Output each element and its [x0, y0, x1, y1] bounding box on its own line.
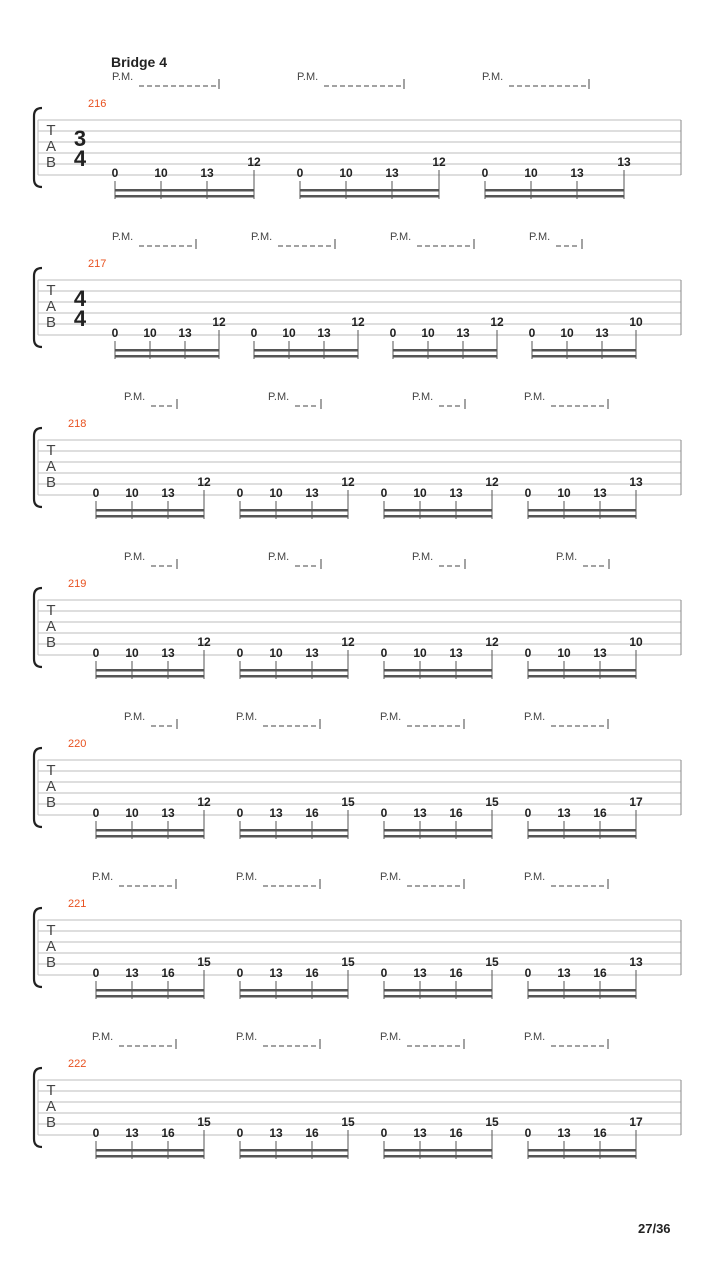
beam-primary [528, 1149, 636, 1152]
measure-number: 216 [88, 98, 107, 110]
fret-number: 13 [557, 966, 571, 980]
beam-primary [115, 189, 254, 192]
staff-system-220 [34, 711, 681, 839]
fret-number: 10 [282, 326, 296, 340]
palm-mute-label: P.M. [529, 231, 551, 243]
fret-number: 10 [269, 486, 283, 500]
beam-primary [384, 509, 492, 512]
fret-number: 0 [389, 326, 397, 340]
staff-system-219 [34, 551, 681, 679]
tab-clef-letter: A [45, 938, 57, 955]
fret-number: 13 [449, 646, 463, 660]
fret-number: 0 [92, 806, 100, 820]
fret-number: 13 [449, 486, 463, 500]
fret-number: 13 [200, 166, 214, 180]
fret-number: 0 [524, 966, 532, 980]
fret-number: 13 [269, 1126, 283, 1140]
fret-number: 0 [111, 166, 119, 180]
fret-number: 13 [557, 806, 571, 820]
beam-secondary [384, 515, 492, 518]
tab-clef-letter: A [45, 1098, 57, 1115]
palm-mute-label: P.M. [268, 551, 290, 563]
fret-number: 13 [178, 326, 192, 340]
fret-number: 13 [593, 486, 607, 500]
time-signature-bottom: 4 [73, 146, 87, 171]
beam-primary [240, 1149, 348, 1152]
fret-number: 16 [593, 806, 607, 820]
fret-number: 13 [125, 1126, 139, 1140]
beam-secondary [384, 835, 492, 838]
fret-number: 13 [629, 475, 643, 489]
fret-number: 10 [125, 646, 139, 660]
beam-primary [384, 669, 492, 672]
palm-mute-label: P.M. [524, 711, 546, 723]
fret-number: 16 [305, 1126, 319, 1140]
beam-primary [240, 989, 348, 992]
fret-number: 12 [197, 475, 211, 489]
measure-number: 221 [68, 898, 87, 910]
beam-primary [393, 349, 497, 352]
fret-number: 13 [161, 646, 175, 660]
fret-number: 13 [570, 166, 584, 180]
beam-primary [384, 989, 492, 992]
fret-number: 15 [341, 1115, 355, 1129]
time-signature-top: 3 [73, 126, 87, 151]
beam-secondary [384, 1155, 492, 1158]
palm-mute-label: P.M. [380, 711, 402, 723]
fret-number: 0 [380, 806, 388, 820]
fret-number: 13 [385, 166, 399, 180]
palm-mute-label: P.M. [380, 1031, 402, 1043]
palm-mute-label: P.M. [524, 871, 546, 883]
fret-number: 13 [269, 966, 283, 980]
time-signature-top: 4 [73, 286, 87, 311]
palm-mute-label: P.M. [412, 391, 434, 403]
tab-clef-letter: B [45, 1114, 57, 1131]
tab-clef-letter: T [46, 442, 56, 459]
fret-number: 15 [485, 955, 499, 969]
beam-secondary [528, 675, 636, 678]
fret-number: 12 [351, 315, 365, 329]
beam-secondary [532, 355, 636, 358]
fret-number: 0 [92, 486, 100, 500]
fret-number: 0 [296, 166, 304, 180]
palm-mute-label: P.M. [112, 231, 134, 243]
tab-clef-letter: B [45, 954, 57, 971]
fret-number: 16 [305, 806, 319, 820]
fret-number: 10 [143, 326, 157, 340]
tab-clef-letter: T [46, 762, 56, 779]
beam-secondary [96, 1155, 204, 1158]
fret-number: 15 [485, 795, 499, 809]
fret-number: 13 [317, 326, 331, 340]
page-number: 27/36 [638, 1221, 671, 1236]
palm-mute-label: P.M. [524, 391, 546, 403]
palm-mute-label: P.M. [390, 231, 412, 243]
staff-system-222 [34, 1031, 681, 1159]
fret-number: 10 [557, 646, 571, 660]
fret-number: 12 [485, 635, 499, 649]
fret-number: 13 [617, 155, 631, 169]
beam-primary [528, 669, 636, 672]
beam-primary [96, 509, 204, 512]
fret-number: 0 [380, 966, 388, 980]
fret-number: 16 [449, 806, 463, 820]
measure-number: 220 [68, 738, 87, 750]
tab-clef-letter: B [45, 474, 57, 491]
beam-secondary [384, 995, 492, 998]
tab-clef-letter: A [45, 778, 57, 795]
fret-number: 10 [269, 646, 283, 660]
fret-number: 12 [247, 155, 261, 169]
palm-mute-label: P.M. [268, 391, 290, 403]
fret-number: 0 [380, 646, 388, 660]
beam-secondary [115, 195, 254, 198]
fret-number: 10 [524, 166, 538, 180]
beam-secondary [254, 355, 358, 358]
fret-number: 0 [111, 326, 119, 340]
fret-number: 0 [236, 806, 244, 820]
beam-secondary [528, 1155, 636, 1158]
fret-number: 15 [197, 955, 211, 969]
fret-number: 12 [197, 635, 211, 649]
fret-number: 0 [250, 326, 258, 340]
fret-number: 15 [485, 1115, 499, 1129]
tab-clef-letter: A [45, 618, 57, 635]
beam-primary [240, 509, 348, 512]
fret-number: 13 [305, 646, 319, 660]
fret-number: 13 [305, 486, 319, 500]
fret-number: 0 [528, 326, 536, 340]
fret-number: 13 [557, 1126, 571, 1140]
fret-number: 10 [154, 166, 168, 180]
measure-number: 218 [68, 418, 87, 430]
tab-clef-letter: T [46, 1082, 56, 1099]
tab-clef-letter: A [45, 298, 57, 315]
fret-number: 15 [341, 795, 355, 809]
fret-number: 16 [161, 966, 175, 980]
beam-secondary [393, 355, 497, 358]
palm-mute-label: P.M. [556, 551, 578, 563]
fret-number: 15 [341, 955, 355, 969]
beam-secondary [96, 995, 204, 998]
beam-primary [96, 829, 204, 832]
fret-number: 12 [197, 795, 211, 809]
fret-number: 16 [449, 966, 463, 980]
palm-mute-label: P.M. [251, 231, 273, 243]
fret-number: 13 [413, 806, 427, 820]
fret-number: 12 [432, 155, 446, 169]
beam-secondary [528, 995, 636, 998]
fret-number: 12 [490, 315, 504, 329]
beam-primary [96, 669, 204, 672]
fret-number: 13 [125, 966, 139, 980]
fret-number: 12 [341, 635, 355, 649]
tab-clef-letter: A [45, 138, 57, 155]
section-title: Bridge 4 [111, 54, 168, 70]
beam-secondary [384, 675, 492, 678]
staff-system-221 [34, 871, 681, 999]
fret-number: 13 [413, 1126, 427, 1140]
fret-number: 16 [449, 1126, 463, 1140]
fret-number: 0 [92, 1126, 100, 1140]
beam-primary [254, 349, 358, 352]
beam-secondary [485, 195, 624, 198]
fret-number: 13 [629, 955, 643, 969]
beam-secondary [240, 675, 348, 678]
fret-number: 10 [421, 326, 435, 340]
fret-number: 12 [341, 475, 355, 489]
beam-primary [240, 669, 348, 672]
fret-number: 0 [92, 966, 100, 980]
palm-mute-label: P.M. [124, 711, 146, 723]
fret-number: 13 [269, 806, 283, 820]
fret-number: 12 [212, 315, 226, 329]
fret-number: 10 [413, 646, 427, 660]
fret-number: 10 [125, 806, 139, 820]
beam-primary [96, 1149, 204, 1152]
beam-primary [528, 989, 636, 992]
fret-number: 0 [524, 646, 532, 660]
fret-number: 16 [593, 1126, 607, 1140]
palm-mute-label: P.M. [236, 1031, 258, 1043]
fret-number: 0 [524, 1126, 532, 1140]
fret-number: 17 [629, 1115, 643, 1129]
fret-number: 0 [236, 646, 244, 660]
tab-clef-letter: T [46, 122, 56, 139]
fret-number: 10 [560, 326, 574, 340]
fret-number: 0 [481, 166, 489, 180]
fret-number: 0 [92, 646, 100, 660]
palm-mute-label: P.M. [236, 711, 258, 723]
fret-number: 16 [161, 1126, 175, 1140]
beam-primary [384, 1149, 492, 1152]
tab-clef-letter: B [45, 634, 57, 651]
beam-primary [240, 829, 348, 832]
palm-mute-label: P.M. [380, 871, 402, 883]
tab-clef-letter: A [45, 458, 57, 475]
palm-mute-label: P.M. [112, 71, 134, 83]
beam-primary [96, 989, 204, 992]
fret-number: 0 [380, 1126, 388, 1140]
tab-clef-letter: B [45, 794, 57, 811]
measure-number: 217 [88, 258, 107, 270]
fret-number: 10 [557, 486, 571, 500]
staff-system-218 [34, 391, 681, 519]
fret-number: 10 [629, 315, 643, 329]
beam-secondary [240, 1155, 348, 1158]
fret-number: 0 [524, 806, 532, 820]
tab-clef-letter: T [46, 922, 56, 939]
fret-number: 0 [236, 486, 244, 500]
beam-secondary [240, 835, 348, 838]
fret-number: 15 [197, 1115, 211, 1129]
palm-mute-label: P.M. [524, 1031, 546, 1043]
beam-secondary [115, 355, 219, 358]
palm-mute-label: P.M. [236, 871, 258, 883]
beam-primary [300, 189, 439, 192]
fret-number: 10 [413, 486, 427, 500]
beam-secondary [528, 515, 636, 518]
beam-secondary [96, 675, 204, 678]
fret-number: 10 [125, 486, 139, 500]
fret-number: 12 [485, 475, 499, 489]
fret-number: 17 [629, 795, 643, 809]
beam-primary [528, 509, 636, 512]
fret-number: 13 [593, 646, 607, 660]
beam-secondary [240, 995, 348, 998]
fret-number: 0 [524, 486, 532, 500]
fret-number: 16 [593, 966, 607, 980]
fret-number: 13 [595, 326, 609, 340]
beam-primary [485, 189, 624, 192]
palm-mute-label: P.M. [482, 71, 504, 83]
measure-number: 219 [68, 578, 87, 590]
fret-number: 10 [629, 635, 643, 649]
fret-number: 0 [236, 966, 244, 980]
beam-primary [532, 349, 636, 352]
fret-number: 13 [456, 326, 470, 340]
beam-secondary [300, 195, 439, 198]
fret-number: 13 [161, 486, 175, 500]
palm-mute-label: P.M. [297, 71, 319, 83]
beam-secondary [240, 515, 348, 518]
fret-number: 0 [380, 486, 388, 500]
fret-number: 13 [161, 806, 175, 820]
beam-primary [384, 829, 492, 832]
fret-number: 16 [305, 966, 319, 980]
staff-system-217 [34, 231, 681, 359]
palm-mute-label: P.M. [92, 1031, 114, 1043]
beam-primary [528, 829, 636, 832]
staff-system-216 [34, 71, 681, 199]
fret-number: 13 [413, 966, 427, 980]
fret-number: 0 [236, 1126, 244, 1140]
palm-mute-label: P.M. [124, 391, 146, 403]
palm-mute-label: P.M. [124, 551, 146, 563]
measure-number: 222 [68, 1058, 87, 1070]
palm-mute-label: P.M. [412, 551, 434, 563]
beam-secondary [528, 835, 636, 838]
tab-clef-letter: T [46, 602, 56, 619]
beam-primary [115, 349, 219, 352]
time-signature-bottom: 4 [73, 306, 87, 331]
beam-secondary [96, 515, 204, 518]
tab-clef-letter: B [45, 154, 57, 171]
beam-secondary [96, 835, 204, 838]
palm-mute-label: P.M. [92, 871, 114, 883]
tab-clef-letter: T [46, 282, 56, 299]
tab-clef-letter: B [45, 314, 57, 331]
fret-number: 10 [339, 166, 353, 180]
